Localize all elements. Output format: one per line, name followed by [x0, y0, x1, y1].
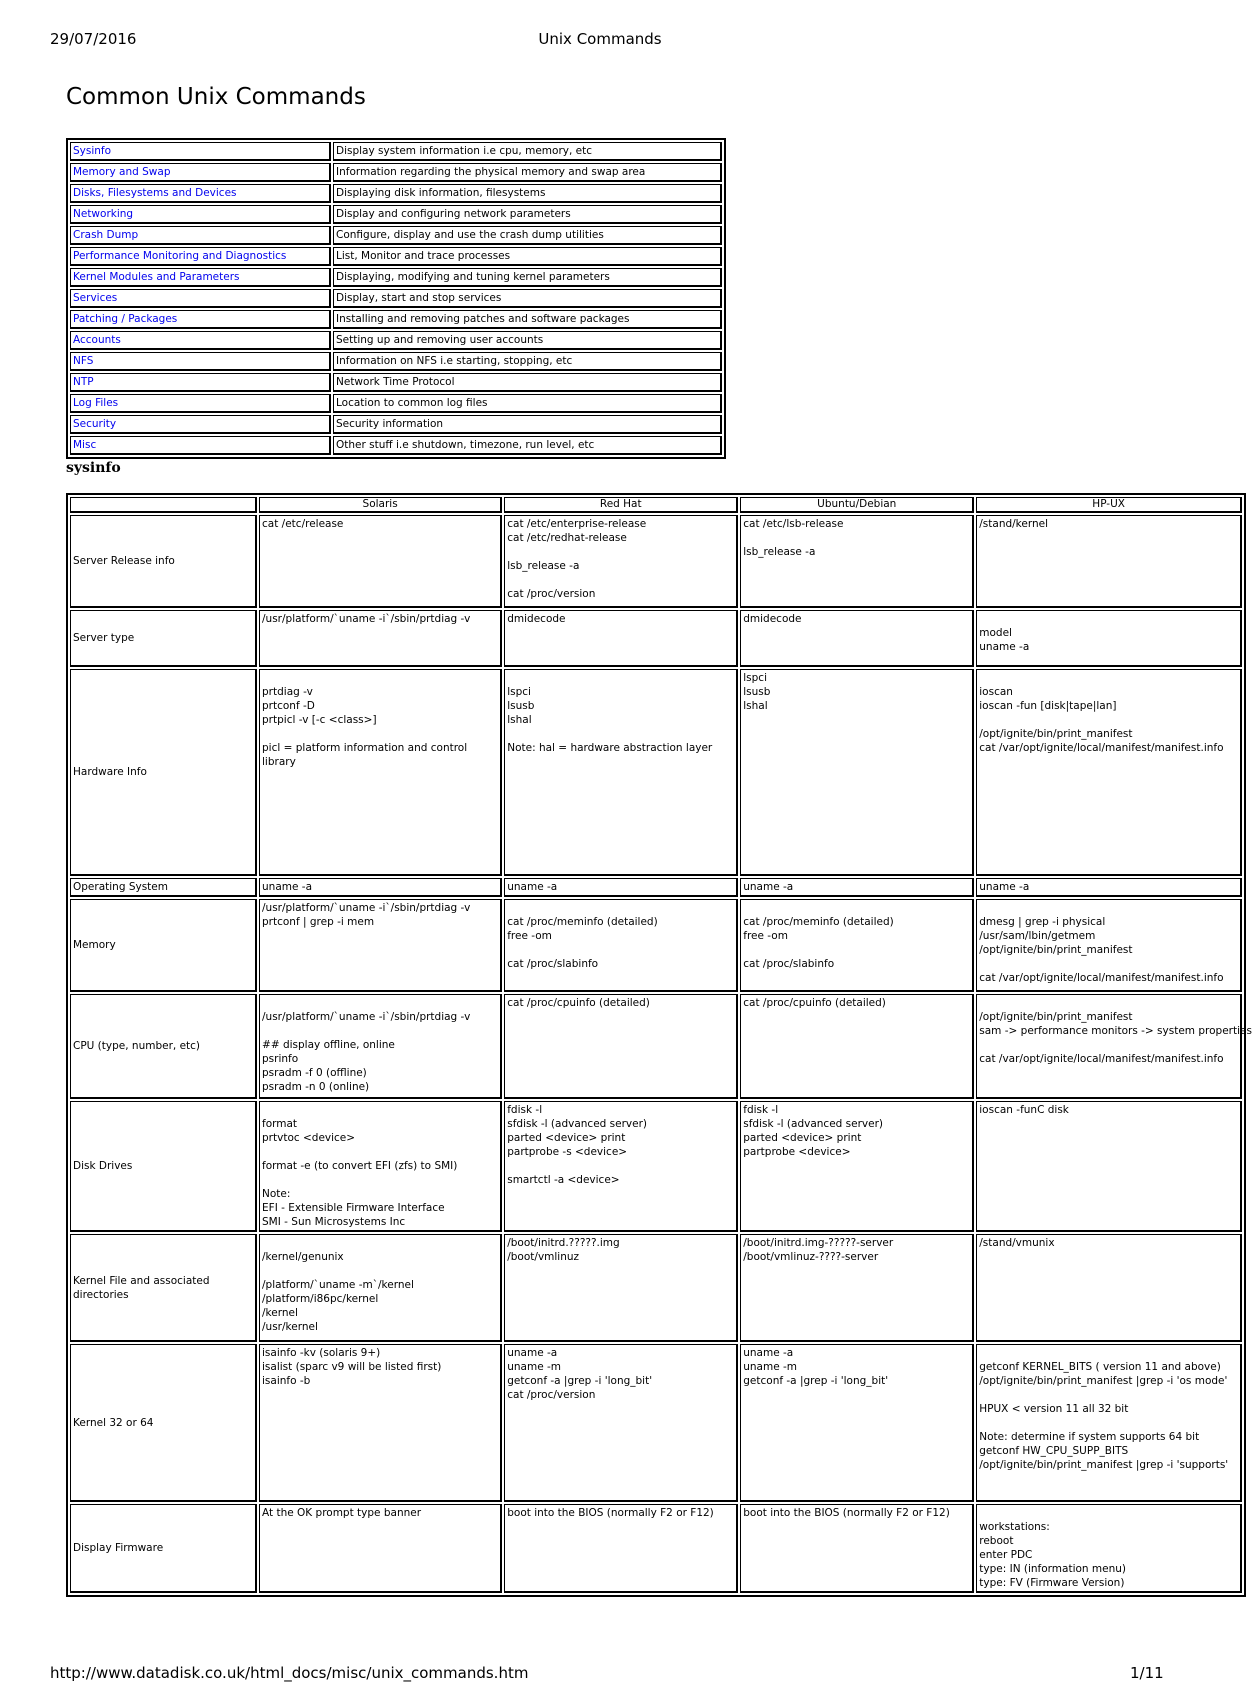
topic-row: [70, 394, 722, 413]
sysinfo-row: [70, 994, 1242, 1099]
command-line: EFI - Extensible Firmware Interface: [262, 1202, 445, 1214]
topic-description: Other stuff i.e shutdown, timezone, run level, etc: [333, 436, 722, 455]
command-line: lsusb: [743, 686, 771, 698]
command-line: isainfo -kv (solaris 9+): [262, 1347, 381, 1359]
topic-link[interactable]: Memory and Swap: [70, 163, 331, 182]
command-cell: [259, 1101, 502, 1232]
command-line: /stand/vmunix: [979, 1237, 1055, 1249]
command-line: [743, 901, 970, 915]
row-label: Kernel 32 or 64: [70, 1344, 257, 1502]
topic-description: Network Time Protocol: [333, 373, 722, 392]
topic-description: Display, start and stop services: [333, 289, 722, 308]
command-cell: [976, 899, 1242, 992]
command-line: format: [262, 1118, 298, 1130]
sysinfo-row: [70, 1504, 1242, 1593]
command-line: uname -m: [507, 1361, 562, 1373]
command-cell: [504, 1504, 738, 1593]
command-line: sfdisk -l (advanced server): [507, 1118, 647, 1130]
command-line: /usr/kernel: [262, 1321, 318, 1333]
command-line: sfdisk -l (advanced server): [743, 1118, 884, 1130]
command-line: psradm -f 0 (offline): [262, 1067, 367, 1079]
topic-link[interactable]: Accounts: [70, 331, 331, 350]
source-url: http://www.datadisk.co.uk/html_docs/misc/unix_commands.htm: [50, 1664, 529, 1682]
command-line: [507, 727, 734, 741]
command-line: [979, 612, 1238, 626]
command-line: cat /proc/slabinfo: [743, 958, 835, 970]
command-line: uname -a: [979, 881, 1030, 893]
row-label: Server Release info: [70, 515, 257, 608]
command-line: lspci: [507, 686, 531, 698]
topic-description: Display system information i.e cpu, memory, etc: [333, 142, 722, 161]
topic-description: Displaying, modifying and tuning kernel parameters: [333, 268, 722, 287]
command-line: uname -a: [743, 1347, 794, 1359]
topic-description: Configure, display and use the crash dump utilities: [333, 226, 722, 245]
command-cell: [504, 878, 738, 897]
command-line: prtpicl -v [-c <class>]: [262, 714, 377, 726]
command-line: /kernel/genunix: [262, 1251, 344, 1263]
command-cell: [976, 1234, 1242, 1342]
row-label: Display Firmware: [70, 1504, 257, 1593]
command-line: [507, 671, 734, 685]
command-cell: [504, 669, 738, 876]
command-line: getconf HW_CPU_SUPP_BITS: [979, 1445, 1129, 1457]
command-cell: [740, 515, 974, 608]
command-line: [507, 545, 734, 559]
command-line: enter PDC: [979, 1549, 1033, 1561]
command-line: getconf KERNEL_BITS ( version 11 and above): [979, 1361, 1221, 1373]
topic-row: [70, 331, 722, 350]
command-line: cat /etc/enterprise-release: [507, 518, 647, 530]
topic-description: Display and configuring network parameters: [333, 205, 722, 224]
command-line: lshal: [507, 714, 532, 726]
command-line: cat /proc/slabinfo: [507, 958, 599, 970]
command-line: cat /etc/redhat-release: [507, 532, 627, 544]
command-line: /boot/vmlinuz: [507, 1251, 580, 1263]
command-line: [979, 713, 1238, 727]
command-line: library: [262, 756, 296, 768]
command-line: [979, 1038, 1238, 1052]
command-line: uname -a: [979, 641, 1030, 653]
command-cell: [976, 878, 1242, 897]
command-line: /opt/ignite/bin/print_manifest |grep -i 'os mode': [979, 1375, 1228, 1387]
command-line: [979, 996, 1238, 1010]
topic-row: [70, 268, 722, 287]
command-line: [262, 1236, 498, 1250]
row-label: Disk Drives: [70, 1101, 257, 1232]
sysinfo-row: [70, 1101, 1242, 1232]
section-heading-sysinfo: sysinfo: [66, 460, 121, 476]
command-line: [979, 671, 1238, 685]
command-line: HPUX < version 11 all 32 bit: [979, 1403, 1129, 1415]
command-line: ioscan -fun [disk|tape|lan]: [979, 700, 1117, 712]
sysinfo-row: [70, 1344, 1242, 1502]
command-line: /platform/`uname -m`/kernel: [262, 1279, 414, 1291]
topic-link[interactable]: Crash Dump: [70, 226, 331, 245]
command-line: ## display offline, online: [262, 1039, 395, 1051]
command-cell: [259, 1504, 502, 1593]
command-line: /boot/initrd.img-?????-server: [743, 1237, 894, 1249]
command-line: parted <device> print: [743, 1132, 862, 1144]
command-line: /opt/ignite/bin/print_manifest: [979, 728, 1133, 740]
command-line: lshal: [743, 700, 768, 712]
command-line: [979, 1416, 1238, 1430]
command-line: ioscan -funC disk: [979, 1104, 1069, 1116]
command-line: [507, 943, 734, 957]
command-cell: [504, 515, 738, 608]
command-cell: [259, 1344, 502, 1502]
command-line: uname -m: [743, 1361, 798, 1373]
command-line: lspci: [743, 672, 767, 684]
command-line: sam -> performance monitors -> system properties: [979, 1025, 1252, 1037]
topic-link[interactable]: NTP: [70, 373, 331, 392]
command-line: lsusb: [507, 700, 535, 712]
command-line: [979, 901, 1238, 915]
command-line: /usr/platform/`uname -i`/sbin/prtdiag -v: [262, 1011, 471, 1023]
command-cell: [976, 515, 1242, 608]
command-cell: [740, 669, 974, 876]
command-line: free -om: [507, 930, 552, 942]
topic-row: [70, 310, 722, 329]
topic-row: [70, 373, 722, 392]
command-cell: [740, 1101, 974, 1232]
command-line: type: FV (Firmware Version): [979, 1577, 1125, 1589]
command-line: [262, 996, 498, 1010]
command-cell: [740, 1344, 974, 1502]
column-header: [70, 497, 257, 513]
command-line: reboot: [979, 1535, 1014, 1547]
row-label: CPU (type, number, etc): [70, 994, 257, 1099]
command-line: smartctl -a <device>: [507, 1174, 620, 1186]
command-cell: [259, 878, 502, 897]
topic-row: [70, 184, 722, 203]
command-cell: [740, 610, 974, 667]
command-cell: [976, 669, 1242, 876]
command-line: getconf -a |grep -i 'long_bit': [507, 1375, 653, 1387]
topic-link[interactable]: Networking: [70, 205, 331, 224]
command-line: cat /proc/cpuinfo (detailed): [743, 997, 886, 1009]
column-header: Solaris: [259, 497, 502, 513]
print-title: Unix Commands: [538, 30, 662, 48]
command-cell: [504, 610, 738, 667]
command-line: /usr/platform/`uname -i`/sbin/prtdiag -v: [262, 902, 471, 914]
command-line: type: IN (information menu): [979, 1563, 1127, 1575]
command-line: fdisk -l: [743, 1104, 779, 1116]
command-line: prtconf -D: [262, 700, 315, 712]
command-line: partprobe -s <device>: [507, 1146, 628, 1158]
column-header: Ubuntu/Debian: [740, 497, 974, 513]
command-line: partprobe <device>: [743, 1146, 851, 1158]
topic-row: [70, 226, 722, 245]
command-line: prtconf | grep -i mem: [262, 916, 375, 928]
command-line: prtdiag -v: [262, 686, 313, 698]
topic-row: [70, 352, 722, 371]
topic-index-table: [66, 138, 726, 459]
command-line: [262, 1173, 498, 1187]
command-line: [979, 957, 1238, 971]
command-line: /opt/ignite/bin/print_manifest: [979, 1011, 1133, 1023]
topic-row: [70, 247, 722, 266]
command-line: cat /proc/version: [507, 588, 596, 600]
command-line: Note: hal = hardware abstraction layer: [507, 742, 713, 754]
row-label: Operating System: [70, 878, 257, 897]
command-line: boot into the BIOS (normally F2 or F12): [507, 1507, 714, 1519]
command-cell: [740, 878, 974, 897]
command-cell: [259, 669, 502, 876]
topic-link[interactable]: NFS: [70, 352, 331, 371]
topic-row: [70, 142, 722, 161]
command-line: prtvtoc <device>: [262, 1132, 356, 1144]
sysinfo-header-row: [70, 497, 1242, 513]
command-cell: [976, 1504, 1242, 1593]
command-line: dmidecode: [507, 613, 566, 625]
command-line: [262, 671, 498, 685]
topic-row: [70, 436, 722, 455]
command-line: [979, 1506, 1238, 1520]
column-header: HP-UX: [976, 497, 1242, 513]
sysinfo-row: [70, 899, 1242, 992]
command-line: SMI - Sun Microsystems Inc: [262, 1216, 406, 1228]
command-line: isalist (sparc v9 will be listed first): [262, 1361, 442, 1373]
topic-description: Setting up and removing user accounts: [333, 331, 722, 350]
command-line: /boot/vmlinuz-????-server: [743, 1251, 879, 1263]
command-line: uname -a: [507, 1347, 558, 1359]
command-line: ioscan: [979, 686, 1013, 698]
command-line: fdisk -l: [507, 1104, 543, 1116]
command-line: uname -a: [743, 881, 794, 893]
command-line: /platform/i86pc/kernel: [262, 1293, 379, 1305]
command-cell: [259, 515, 502, 608]
command-cell: [504, 1344, 738, 1502]
row-label: Memory: [70, 899, 257, 992]
topic-description: Installing and removing patches and software packages: [333, 310, 722, 329]
topic-description: Information regarding the physical memory and swap area: [333, 163, 722, 182]
topic-description: List, Monitor and trace processes: [333, 247, 722, 266]
command-line: [262, 1145, 498, 1159]
command-line: /opt/ignite/bin/print_manifest |grep -i 'supports': [979, 1459, 1229, 1471]
command-line: [743, 943, 970, 957]
command-line: [979, 1346, 1238, 1360]
command-line: At the OK prompt type banner: [262, 1507, 422, 1519]
command-cell: [504, 1234, 738, 1342]
command-line: [743, 531, 970, 545]
row-label: Kernel File and associated directories: [70, 1234, 257, 1342]
topic-description: Displaying disk information, filesystems: [333, 184, 722, 203]
command-line: [507, 573, 734, 587]
sysinfo-row: [70, 1234, 1242, 1342]
command-line: [262, 1103, 498, 1117]
command-cell: [504, 899, 738, 992]
topic-row: [70, 289, 722, 308]
command-cell: [740, 1234, 974, 1342]
command-line: /usr/platform/`uname -i`/sbin/prtdiag -v: [262, 613, 471, 625]
command-line: lsb_release -a: [507, 560, 580, 572]
command-cell: [259, 899, 502, 992]
command-line: /usr/sam/lbin/getmem: [979, 930, 1096, 942]
command-line: free -om: [743, 930, 788, 942]
command-line: cat /var/opt/ignite/local/manifest/manifest.info: [979, 1053, 1224, 1065]
page-title: Common Unix Commands: [66, 84, 366, 110]
row-label: Server type: [70, 610, 257, 667]
topic-row: [70, 415, 722, 434]
command-cell: [740, 994, 974, 1099]
sysinfo-table: [66, 493, 1252, 1597]
command-line: /stand/kernel: [979, 518, 1049, 530]
command-line: cat /var/opt/ignite/local/manifest/manifest.info: [979, 742, 1224, 754]
command-cell: [259, 1234, 502, 1342]
topic-link[interactable]: Log Files: [70, 394, 331, 413]
sysinfo-row: [70, 878, 1242, 897]
command-line: cat /proc/meminfo (detailed): [507, 916, 658, 928]
print-date: 29/07/2016: [50, 30, 137, 48]
topic-description: Location to common log files: [333, 394, 722, 413]
command-line: [262, 727, 498, 741]
command-line: uname -a: [262, 881, 313, 893]
column-header: Red Hat: [504, 497, 738, 513]
topic-link[interactable]: Performance Monitoring and Diagnostics: [70, 247, 331, 266]
command-line: cat /proc/meminfo (detailed): [743, 916, 894, 928]
topic-link[interactable]: Kernel Modules and Parameters: [70, 268, 331, 287]
page-number: 1/11: [1130, 1664, 1164, 1682]
command-line: [507, 901, 734, 915]
command-line: dmesg | grep -i physical: [979, 916, 1106, 928]
topic-link[interactable]: Services: [70, 289, 331, 308]
command-line: cat /etc/lsb-release: [743, 518, 844, 530]
command-line: cat /var/opt/ignite/local/manifest/manifest.info: [979, 972, 1224, 984]
topic-description: Security information: [333, 415, 722, 434]
command-cell: [976, 610, 1242, 667]
sysinfo-row: [70, 669, 1242, 876]
row-label: Hardware Info: [70, 669, 257, 876]
command-cell: [504, 1101, 738, 1232]
command-line: Note: determine if system supports 64 bit: [979, 1431, 1200, 1443]
sysinfo-row: [70, 610, 1242, 667]
topic-link[interactable]: Misc: [70, 436, 331, 455]
command-cell: [976, 1344, 1242, 1502]
command-line: [262, 1024, 498, 1038]
command-cell: [259, 994, 502, 1099]
command-line: [262, 1264, 498, 1278]
command-line: psradm -n 0 (online): [262, 1081, 370, 1093]
command-cell: [740, 1504, 974, 1593]
command-cell: [504, 994, 738, 1099]
topic-link[interactable]: Security: [70, 415, 331, 434]
topic-row: [70, 163, 722, 182]
command-line: uname -a: [507, 881, 558, 893]
command-line: isainfo -b: [262, 1375, 311, 1387]
command-line: boot into the BIOS (normally F2 or F12): [743, 1507, 950, 1519]
command-line: cat /etc/release: [262, 518, 344, 530]
command-line: [979, 1388, 1238, 1402]
topic-link[interactable]: Patching / Packages: [70, 310, 331, 329]
command-line: /kernel: [262, 1307, 298, 1319]
command-line: /opt/ignite/bin/print_manifest: [979, 944, 1133, 956]
sysinfo-row: [70, 515, 1242, 608]
command-cell: [976, 994, 1252, 1099]
command-line: cat /proc/cpuinfo (detailed): [507, 997, 650, 1009]
command-cell: [976, 1101, 1242, 1232]
command-line: lsb_release -a: [743, 546, 816, 558]
command-line: /boot/initrd.?????.img: [507, 1237, 620, 1249]
command-line: psrinfo: [262, 1053, 299, 1065]
command-cell: [740, 899, 974, 992]
sysinfo-table-viewport: [66, 493, 1252, 1651]
topic-link[interactable]: Disks, Filesystems and Devices: [70, 184, 331, 203]
command-line: format -e (to convert EFI (zfs) to SMI): [262, 1160, 458, 1172]
command-line: parted <device> print: [507, 1132, 626, 1144]
command-line: picl = platform information and control: [262, 742, 468, 754]
command-line: model: [979, 627, 1012, 639]
command-line: dmidecode: [743, 613, 802, 625]
command-line: getconf -a |grep -i 'long_bit': [743, 1375, 889, 1387]
command-line: [507, 1159, 734, 1173]
command-cell: [259, 610, 502, 667]
topic-row: [70, 205, 722, 224]
command-line: cat /proc/version: [507, 1389, 596, 1401]
topic-description: Information on NFS i.e starting, stopping, etc: [333, 352, 722, 371]
command-line: workstations:: [979, 1521, 1050, 1533]
command-line: Note:: [262, 1188, 291, 1200]
topic-link[interactable]: Sysinfo: [70, 142, 331, 161]
